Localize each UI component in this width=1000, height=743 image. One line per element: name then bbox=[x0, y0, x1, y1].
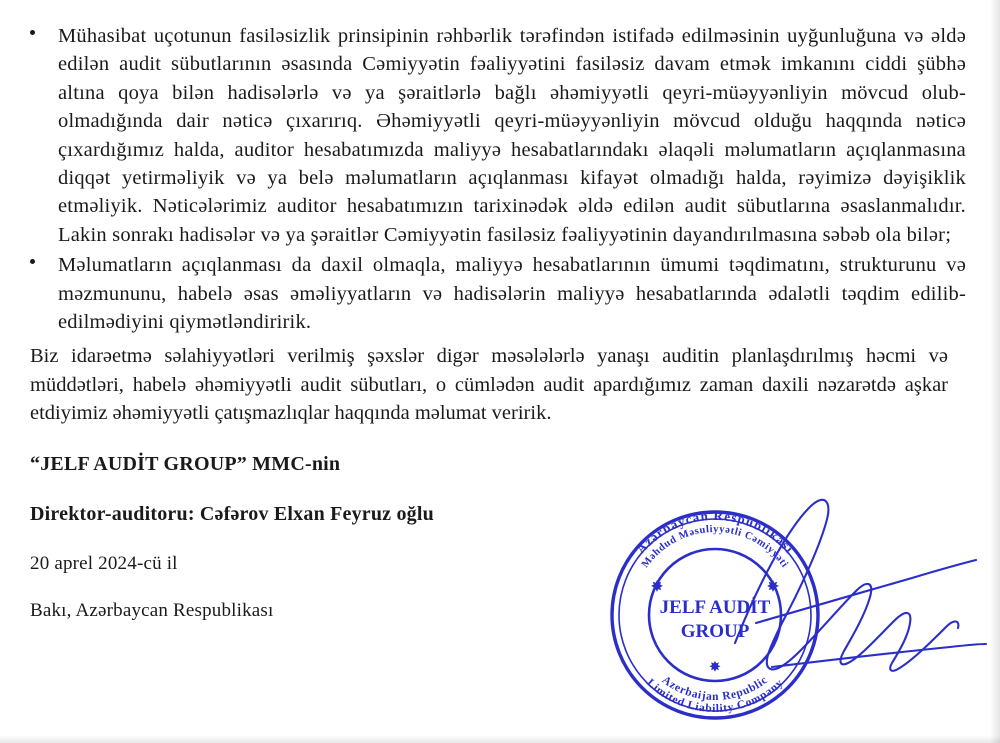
signature-date: 20 aprel 2024-cü il bbox=[30, 553, 178, 575]
list-item bbox=[16, 251, 966, 336]
company-name: “JELF AUDİT GROUP” MMC-nin bbox=[30, 453, 341, 476]
director-name: Direktor-auditoru: Cəfərov Elxan Feyruz oğlu bbox=[30, 503, 434, 526]
stamp-star-left-icon: ✸ bbox=[651, 580, 663, 595]
stamp-star-right-icon: ✸ bbox=[767, 580, 779, 595]
bullet-dot-icon bbox=[30, 30, 35, 35]
list-item bbox=[16, 22, 966, 249]
stamp-text-top: Azərbaycan Respublikası bbox=[632, 507, 798, 557]
svg-text:Limited Liability Company bbox=[644, 677, 786, 715]
bullet-list bbox=[16, 22, 966, 336]
closing-paragraph: Biz idarəetmə səlahiyyətləri verilmiş şəxslər digər məsələlərlə yanaşı auditin planlaşdırılmış həcmi və müddətləri, habelə əhəmiyyətli audit sübutları, o cümlədən audit apardığımız zaman daxili nəzarətdə aşkar etdiyimiz əhəmiyyətli çatışmazlıqlar haqqında məlumat veririk. bbox=[30, 345, 948, 425]
stamp-center-line2: GROUP bbox=[680, 621, 750, 642]
bullet-dot-icon bbox=[30, 259, 35, 264]
stamp-text-bottom: Limited Liability Company bbox=[644, 676, 786, 716]
bullet-paragraph-1: Mühasibat uçotunun fasiləsizlik prinsipinin rəhbərlik tərəfindən istifadə edilməsinin uyğunluğuna və əldə edilən audit sübutlarının əsasında Cəmiyyətin fəaliyyətini fasiləsiz davam etmək imkanını ciddi şübhə altına qoya bilən hadisələrlə və ya şəraitlərlə bağlı əhəmiyyətli qeyri-müəyyənliyin mövcud olub-olmadığında dair nəticə çıxarırıq. Əhəmiyyətli qeyri-müəyyənliyin mövcud olduğu haqqında nəticə çıxardığımız halda, auditor hesabatımızda maliyyə hesabatlarındakı əlaqəli məlumatların açıqlanmasına diqqət yetirməliyik və ya belə məlumatların açıqlanması kifayət olmadığı halda, rəyimizə dəyişiklik etməliyik. Nəticələrimiz auditor hesabatımızın tarixinədək əldə edilən audit sübutlarına əsaslanmalıdır. Lakin sonrakı hadisələr və ya şəraitlər Cəmiyyətin fasiləsiz fəaliyyətinin dayandırılmasına səbəb ola bilər; bbox=[58, 25, 966, 246]
page-edge-shadow-right bbox=[990, 0, 1000, 743]
stamp-text-top2: Məhdud Məsuliyyətli Cəmiyyəti bbox=[639, 523, 791, 571]
signature-block bbox=[30, 453, 966, 622]
svg-text:Azerbaijan Republic bbox=[660, 674, 770, 703]
page-edge-shadow-bottom bbox=[0, 735, 1000, 743]
bullet-paragraph-2: Məlumatların açıqlanması da daxil olmaqla, maliyyə hesabatlarının ümumi təqdimatını, strukturunu və məzmununu, habelə əsas əməliyyatların və hadisələrin maliyyə hesabatlarında ədalətli təqdim edilib-edilmədiyini qiymətləndiririk. bbox=[58, 254, 966, 333]
stamp-center-line1: JELF AUDİT bbox=[659, 597, 771, 618]
signature-place: Bakı, Azərbaycan Respublikası bbox=[30, 600, 274, 622]
stamp-text-bottom2: Azerbaijan Republic bbox=[659, 673, 771, 704]
stamp-star-bottom-icon: ✸ bbox=[709, 659, 721, 674]
